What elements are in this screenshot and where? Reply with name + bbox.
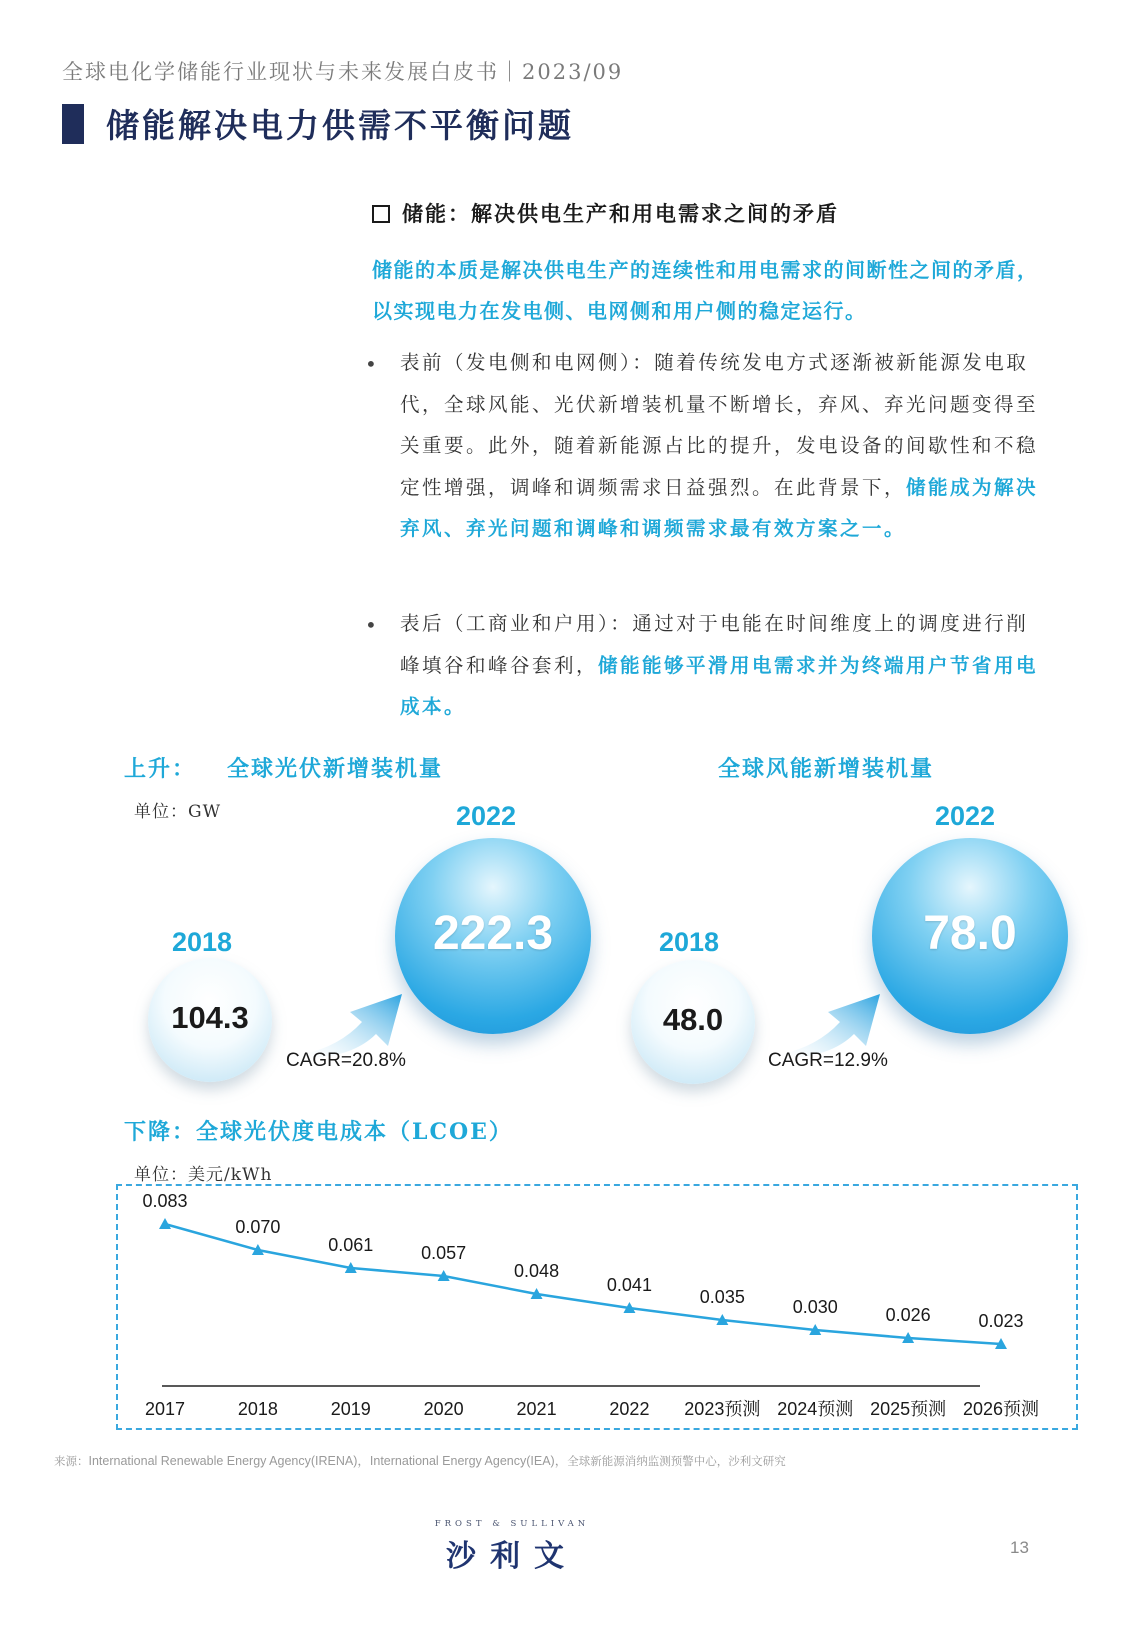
solar-capacity-title: 全球光伏新增装机量 xyxy=(227,756,444,782)
lcoe-line-chart xyxy=(118,1186,1076,1428)
highlight-paragraph: 储能的本质是解决供电生产的连续性和用电需求的间断性之间的矛盾，以实现电力在发电侧、电网侧和用户侧的稳定运行。 xyxy=(372,258,1039,323)
frost-sullivan-logo-text: FROST & SULLIVAN xyxy=(434,1519,590,1529)
wind-capacity-title: 全球风能新增装机量 xyxy=(718,756,935,782)
bullet-marker: • xyxy=(365,613,377,637)
sullivan-logo: 沙利文 xyxy=(446,1539,578,1574)
bullet-text: 表后（工商业和户用）：通过对于电能在时间维度上的调度进行削峰填谷和峰谷套利， xyxy=(400,612,1029,677)
title-accent-bar xyxy=(62,104,84,144)
solar-value-start: 104.3 xyxy=(171,1000,249,1035)
lcoe-value-label: 0.041 xyxy=(606,1275,652,1295)
source-note xyxy=(54,1451,786,1469)
lcoe-value-label: 0.061 xyxy=(328,1235,374,1255)
section-heading xyxy=(372,198,839,228)
solar-bubble-end xyxy=(395,838,591,1034)
source-prefix: 来源： xyxy=(54,1454,89,1468)
wind-bubble-end xyxy=(872,838,1068,1034)
lcoe-category-label: 2018 xyxy=(237,1399,278,1419)
bullet-text: 表前（发电侧和电网侧）：随着传统发电方式逐渐被新能源发电取代，全球风能、光伏新增装机量不断增长，弃风、弃光问题变得至关重要。此外，随着新能源占比的提升，发电设备的间歇性和不稳定性增强，调峰和调频需求日益强烈。在此背景下， xyxy=(400,351,1039,499)
checkbox-square-icon xyxy=(372,205,390,223)
wind-bubble-start xyxy=(631,960,755,1084)
solar-year-start: 2018 xyxy=(172,927,233,957)
document-header: 全球电化学储能行业现状与未来发展白皮书｜2023/09 xyxy=(62,60,624,84)
bullet-emphasis: 储能成为解决弃风、弃光问题和调峰和调频需求最有效方案之一。 xyxy=(400,475,1039,540)
solar-cagr: CAGR=20.8% xyxy=(286,1050,406,1071)
lcoe-category-label: 2017 xyxy=(144,1399,186,1419)
bullet-paragraph-behind-meter xyxy=(400,603,1040,728)
wind-value-start: 48.0 xyxy=(662,1002,724,1037)
lcoe-category-label: 2019 xyxy=(330,1399,371,1419)
wind-year-end: 2022 xyxy=(935,801,996,831)
lcoe-data-point xyxy=(159,1218,171,1229)
lcoe-value-label: 0.030 xyxy=(792,1297,838,1317)
source-text: International Renewable Energy Agency(IRENA)，International Energy Agency(IEA)， xyxy=(88,1454,568,1468)
lcoe-category-label: 2026预测 xyxy=(962,1399,1040,1419)
source-text-cn: 全球新能源消纳监测预警中心，沙利文研究 xyxy=(567,1454,786,1468)
wind-year-start: 2018 xyxy=(659,927,720,957)
bullet-paragraph-front-of-meter xyxy=(400,342,1040,550)
lcoe-category-label: 2024预测 xyxy=(777,1399,854,1419)
lcoe-value-label: 0.023 xyxy=(978,1311,1024,1331)
lcoe-category-label: 2023预测 xyxy=(684,1399,761,1419)
lcoe-value-label: 0.070 xyxy=(235,1217,281,1237)
lcoe-category-label: 2025预测 xyxy=(870,1399,947,1419)
decline-unit: 单位：美元/kWh xyxy=(134,1165,273,1185)
lcoe-category-label: 2022 xyxy=(609,1399,650,1419)
bullet-marker: • xyxy=(365,352,377,376)
solar-bubble-start xyxy=(148,958,272,1082)
lcoe-series-line xyxy=(165,1224,1001,1344)
solar-value-end: 222.3 xyxy=(432,907,554,960)
wind-cagr: CAGR=12.9% xyxy=(768,1050,888,1071)
wind-value-end: 78.0 xyxy=(923,907,1017,960)
lcoe-value-label: 0.083 xyxy=(142,1191,188,1211)
lcoe-value-label: 0.057 xyxy=(421,1243,467,1263)
section-heading-text: 储能：解决供电生产和用电需求之间的矛盾 xyxy=(402,201,839,226)
page-number: 13 xyxy=(1010,1538,1029,1557)
lcoe-category-label: 2021 xyxy=(516,1399,557,1419)
lcoe-value-label: 0.048 xyxy=(514,1261,560,1281)
lcoe-value-label: 0.026 xyxy=(885,1305,931,1325)
rise-unit: 单位：GW xyxy=(134,802,222,822)
lcoe-category-label: 2020 xyxy=(423,1399,464,1419)
bullet-emphasis: 储能能够平滑用电需求并为终端用户节省用电成本。 xyxy=(400,653,1039,718)
lcoe-chart-frame xyxy=(116,1184,1078,1430)
decline-title: 下降：全球光伏度电成本（LCOE） xyxy=(124,1119,513,1145)
rise-label: 上升： xyxy=(124,756,197,782)
solar-year-end: 2022 xyxy=(456,801,517,831)
lcoe-value-label: 0.035 xyxy=(699,1287,745,1307)
page-title: 储能解决电力供需不平衡问题 xyxy=(106,106,574,145)
